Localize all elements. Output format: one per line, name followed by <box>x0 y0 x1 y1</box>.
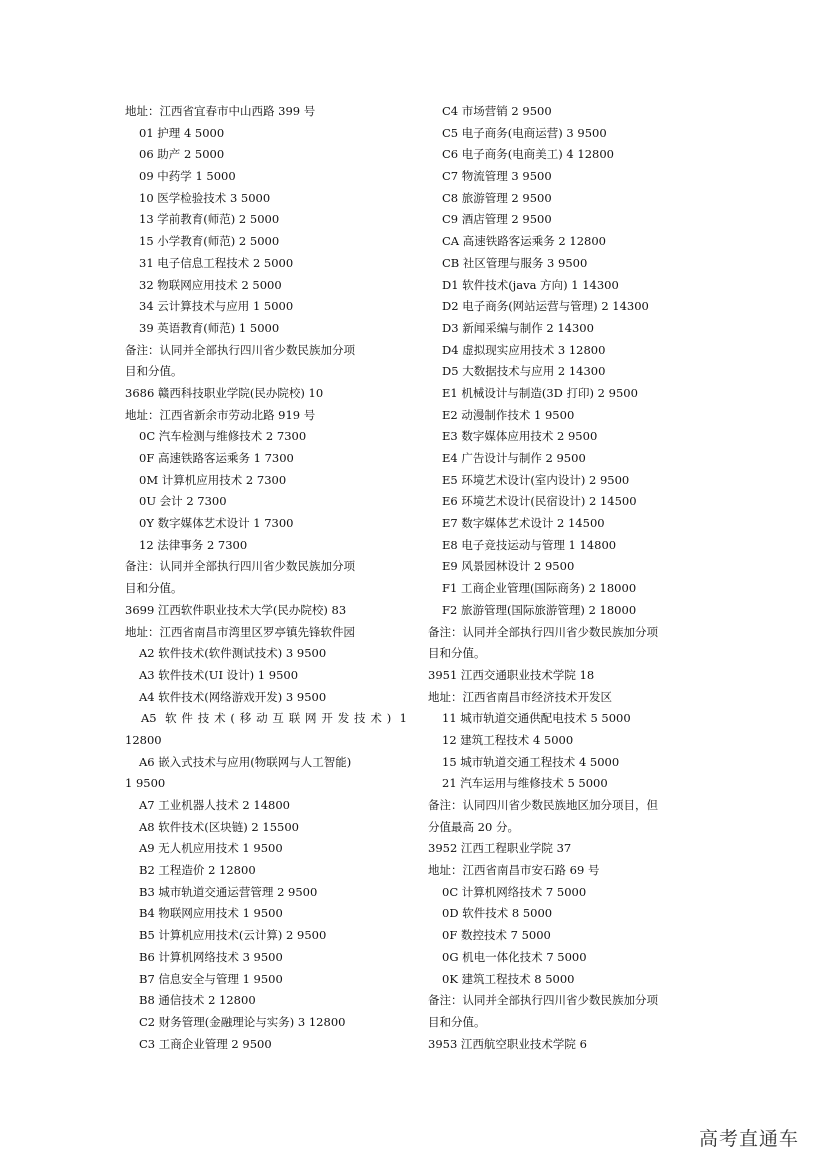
text-line: D2 电子商务(网站运营与管理) 2 14300 <box>442 299 649 314</box>
text-line: 0C 计算机网络技术 7 5000 <box>442 884 587 899</box>
text-line: 32 物联网应用技术 2 5000 <box>139 277 282 292</box>
text-line: 34 云计算技术与应用 1 5000 <box>139 299 294 314</box>
text-line: 备注：认同四川省少数民族地区加分项目，但 <box>428 798 658 812</box>
text-line: C8 旅游管理 2 9500 <box>442 190 552 205</box>
text-line: 0K 建筑工程技术 8 5000 <box>442 971 575 986</box>
text-line: E1 机械设计与制造(3D 打印) 2 9500 <box>442 385 638 400</box>
text-line: A2 软件技术(软件测试技术) 3 9500 <box>139 646 327 661</box>
text-line: A5 软件技术(移动互联网开发技术) 1 <box>141 711 407 726</box>
text-line: 12800 <box>125 732 162 747</box>
text-line: 12 建筑工程技术 4 5000 <box>442 732 574 747</box>
text-line: D3 新闻采编与制作 2 14300 <box>442 320 594 335</box>
text-line: 12 法律事务 2 7300 <box>139 537 248 552</box>
text-line: 3951 江西交通职业技术学院 18 <box>428 667 595 682</box>
text-line: 0F 高速铁路客运乘务 1 7300 <box>139 451 294 465</box>
text-line: 地址：江西省南昌市安石路 69 号 <box>428 863 600 878</box>
text-line: 目和分值。 <box>125 581 183 596</box>
text-line: B7 信息安全与管理 1 9500 <box>139 971 283 986</box>
text-line: 备注：认同并全部执行四川省少数民族加分项 <box>428 624 658 639</box>
text-line: E8 电子竞技运动与管理 1 14800 <box>442 537 617 552</box>
text-line: C9 酒店管理 2 9500 <box>442 212 552 227</box>
text-line: B6 计算机网络技术 3 9500 <box>139 949 283 964</box>
text-line: B2 工程造价 2 12800 <box>139 863 256 878</box>
text-line: C4 市场营销 2 9500 <box>442 104 552 118</box>
text-line: 分值最高 20 分。 <box>428 819 519 834</box>
text-line: C2 财务管理(金融理论与实务) 3 12800 <box>139 1014 346 1029</box>
watermark-text: 高考直通车 <box>698 1128 799 1150</box>
text-line: 3699 江西软件职业技术大学(民办院校) 83 <box>125 602 347 617</box>
text-line: E7 数字媒体艺术设计 2 14500 <box>442 516 605 531</box>
text-line: E9 风景园林设计 2 9500 <box>442 559 575 574</box>
text-line: 目和分值。 <box>428 646 486 661</box>
text-line: 31 电子信息工程技术 2 5000 <box>139 255 294 270</box>
text-line: B3 城市轨道交通运营管理 2 9500 <box>139 884 318 899</box>
text-line: 备注：认同并全部执行四川省少数民族加分项 <box>428 993 658 1008</box>
text-line: 21 汽车运用与维修技术 5 5000 <box>442 776 608 791</box>
text-line: 0Y 数字媒体艺术设计 1 7300 <box>139 516 294 531</box>
text-line: CA 高速铁路客运乘务 2 12800 <box>442 234 606 249</box>
text-line: 备注：认同并全部执行四川省少数民族加分项 <box>125 342 355 357</box>
text-line: 目和分值。 <box>125 364 183 379</box>
text-line: 06 助产 2 5000 <box>139 147 225 162</box>
text-line: E2 动漫制作技术 1 9500 <box>442 407 575 422</box>
text-line: F2 旅游管理(国际旅游管理) 2 18000 <box>442 602 637 617</box>
text-line: C3 工商企业管理 2 9500 <box>139 1036 272 1051</box>
text-line: 10 医学检验技术 3 5000 <box>139 190 271 205</box>
text-line: 0C 汽车检测与维修技术 2 7300 <box>139 429 307 444</box>
text-line: 地址：江西省宜春市中山西路 399 号 <box>125 104 316 118</box>
text-line: 15 小学教育(师范) 2 5000 <box>139 234 280 249</box>
text-line: 01 护理 4 5000 <box>139 125 225 140</box>
text-line: A8 软件技术(区块链) 2 15500 <box>139 819 299 834</box>
text-line: A9 无人机应用技术 1 9500 <box>139 841 283 856</box>
text-line: C7 物流管理 3 9500 <box>442 169 552 184</box>
text-line: B8 通信技术 2 12800 <box>139 993 256 1008</box>
text-line: E6 环境艺术设计(民宿设计) 2 14500 <box>442 494 637 509</box>
text-line: 备注：认同并全部执行四川省少数民族加分项 <box>125 559 355 574</box>
text-line: CB 社区管理与服务 3 9500 <box>442 255 588 270</box>
text-line: 15 城市轨道交通工程技术 4 5000 <box>442 754 620 769</box>
text-line: D4 虚拟现实应用技术 3 12800 <box>442 342 606 357</box>
text-line: A3 软件技术(UI 设计) 1 9500 <box>139 667 299 682</box>
text-line: 13 学前教育(师范) 2 5000 <box>139 212 280 227</box>
text-line: B4 物联网应用技术 1 9500 <box>139 906 283 921</box>
left-column <box>125 101 407 1055</box>
text-line: 3686 赣西科技职业学院(民办院校) 10 <box>125 385 324 400</box>
text-line: 3953 江西航空职业技术学院 6 <box>428 1036 587 1051</box>
text-line: A6 嵌入式技术与应用(物联网与人工智能) <box>139 754 352 769</box>
text-line: 39 英语教育(师范) 1 5000 <box>139 320 280 335</box>
text-line: F1 工商企业管理(国际商务) 2 18000 <box>442 581 637 596</box>
text-line: 09 中药学 1 5000 <box>139 169 236 184</box>
text-line: A7 工业机器人技术 2 14800 <box>139 798 290 812</box>
text-line: E3 数字媒体应用技术 2 9500 <box>442 429 598 444</box>
text-line: A4 软件技术(网络游戏开发) 3 9500 <box>139 689 327 704</box>
text-line: E4 广告设计与制作 2 9500 <box>442 451 586 465</box>
text-line: E5 环境艺术设计(室内设计) 2 9500 <box>442 472 630 487</box>
text-line: 11 城市轨道交通供配电技术 5 5000 <box>442 711 631 726</box>
text-line: 0M 计算机应用技术 2 7300 <box>139 472 287 487</box>
text-line: D5 大数据技术与应用 2 14300 <box>442 364 606 379</box>
text-line: 地址：江西省新余市劳动北路 919 号 <box>125 407 316 422</box>
text-line: 目和分值。 <box>428 1014 486 1029</box>
text-line: 3952 江西工程职业学院 37 <box>428 841 572 856</box>
text-line: 0D 软件技术 8 5000 <box>442 906 553 921</box>
text-line: 地址：江西省南昌市经济技术开发区 <box>428 689 612 704</box>
text-line: 地址：江西省南昌市湾里区罗亭镇先锋软件园 <box>125 624 355 639</box>
text-line: C6 电子商务(电商美工) 4 12800 <box>442 147 614 162</box>
text-line: B5 计算机应用技术(云计算) 2 9500 <box>139 928 327 943</box>
text-line: 0U 会计 2 7300 <box>139 494 227 509</box>
text-line: C5 电子商务(电商运营) 3 9500 <box>442 125 607 140</box>
text-line: 1 9500 <box>125 776 166 791</box>
text-line: D1 软件技术(java 方向) 1 14300 <box>442 277 619 292</box>
text-line: 0G 机电一体化技术 7 5000 <box>442 949 587 964</box>
text-line: 0F 数控技术 7 5000 <box>442 928 551 943</box>
right-column <box>428 101 710 1055</box>
